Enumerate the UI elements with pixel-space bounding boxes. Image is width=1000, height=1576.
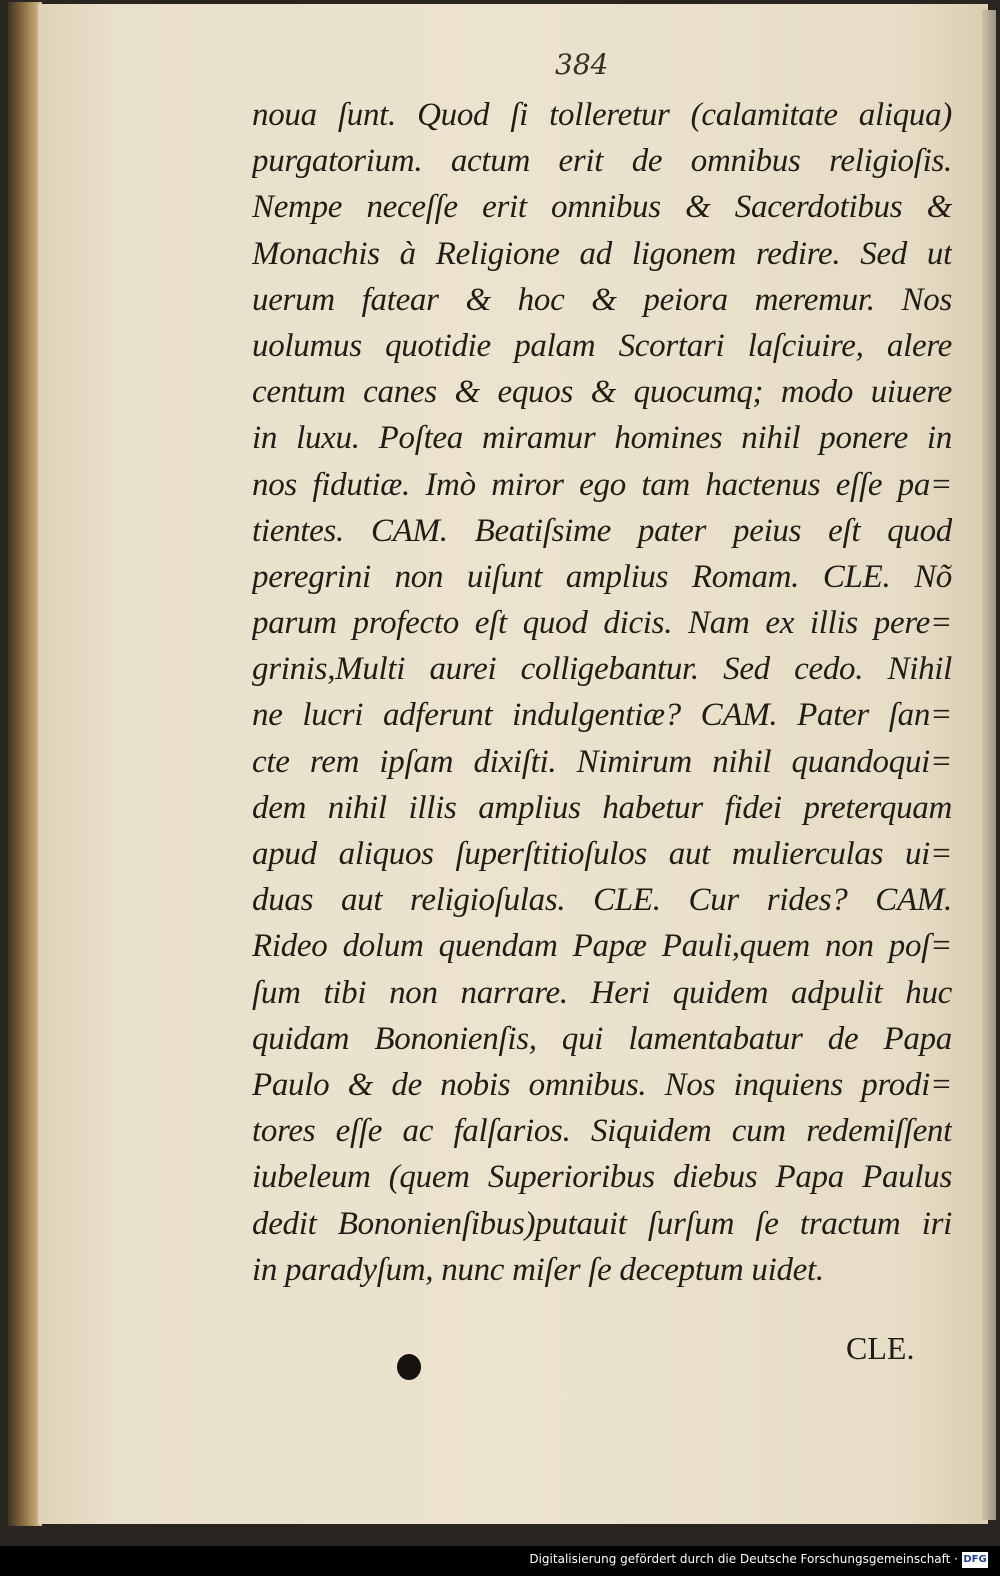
text-line: cte rem ipſam dixiſti. Nimirum nihil quandoqui= bbox=[252, 743, 952, 780]
text-line: uerum fatear & hoc & peiora meremur. Nos bbox=[252, 281, 952, 318]
text-block bbox=[252, 92, 952, 1293]
text-line: ſum tibi non narrare. Heri quidem adpulit huc bbox=[252, 974, 952, 1011]
text-line: in paradyſum, nunc miſer ſe deceptum uidet. bbox=[252, 1251, 824, 1288]
text-line: iubeleum (quem Superioribus diebus Papa Paulus bbox=[252, 1159, 952, 1196]
ink-dot bbox=[397, 1354, 421, 1380]
funding-credit: Digitalisierung gefördert durch die Deutsche Forschungsgemeinschaft · bbox=[529, 1552, 958, 1566]
text-line: in luxu. Poſtea miramur homines nihil ponere in bbox=[252, 420, 952, 457]
text-line: tores eſſe ac falſarios. Siquidem cum redemiſſent bbox=[252, 1113, 952, 1150]
text-line: Rideo dolum quendam Papæ Pauli,quem non poſ= bbox=[252, 928, 952, 965]
text-line: centum canes & equos & quocumq; modo uiuere bbox=[252, 374, 952, 411]
text-line: apud aliquos ſuperſtitioſulos aut mulierculas ui= bbox=[252, 836, 952, 872]
binding-edge bbox=[8, 2, 42, 1526]
text-line: duas aut religioſulas. CLE. Cur rides? CAM. bbox=[252, 882, 952, 919]
text-line: peregrini non uiſunt amplius Romam. CLE. Nõ bbox=[252, 558, 952, 595]
text-line: Paulo & de nobis omnibus. Nos inquiens prodi= bbox=[252, 1066, 952, 1103]
text-line: dedit Bononienſibus)putauit ſurſum ſe tractum iri bbox=[252, 1205, 952, 1242]
text-line: dem nihil illis amplius habetur fidei preterquam bbox=[252, 789, 952, 826]
text-line: grinis,Multi aurei colligebantur. Sed cedo. Nihil bbox=[252, 651, 952, 688]
text-line: Nempe neceſſe erit omnibus & Sacerdotibus & bbox=[252, 189, 952, 226]
page-number: 384 bbox=[555, 48, 609, 81]
text-line: Monachis à Religione ad ligonem redire. Sed ut bbox=[252, 235, 952, 272]
text-line: nos fidutiæ. Imò miror ego tam hactenus eſſe pa= bbox=[252, 466, 952, 503]
dfg-logo-icon: DFG bbox=[962, 1552, 988, 1568]
page-fore-edge bbox=[982, 10, 996, 1520]
text-line: purgatorium. actum erit de omnibus religioſis. bbox=[252, 143, 952, 180]
text-line: tientes. CAM. Beatiſsime pater peius eſt quod bbox=[252, 512, 952, 549]
catchword: CLE. bbox=[846, 1330, 915, 1366]
text-line: parum profecto eſt quod dicis. Nam ex illis pere= bbox=[252, 605, 952, 642]
text-line: uolumus quotidie palam Scortari laſciuire, alere bbox=[252, 327, 952, 364]
text-line: ne lucri adferunt indulgentiæ? CAM. Pater ſan= bbox=[252, 697, 952, 734]
text-line: quidam Bononienſis, qui lamentabatur de Papa bbox=[252, 1020, 952, 1057]
text-line: noua ſunt. Quod ſi tolleretur (calamitate aliqua) bbox=[252, 97, 952, 133]
